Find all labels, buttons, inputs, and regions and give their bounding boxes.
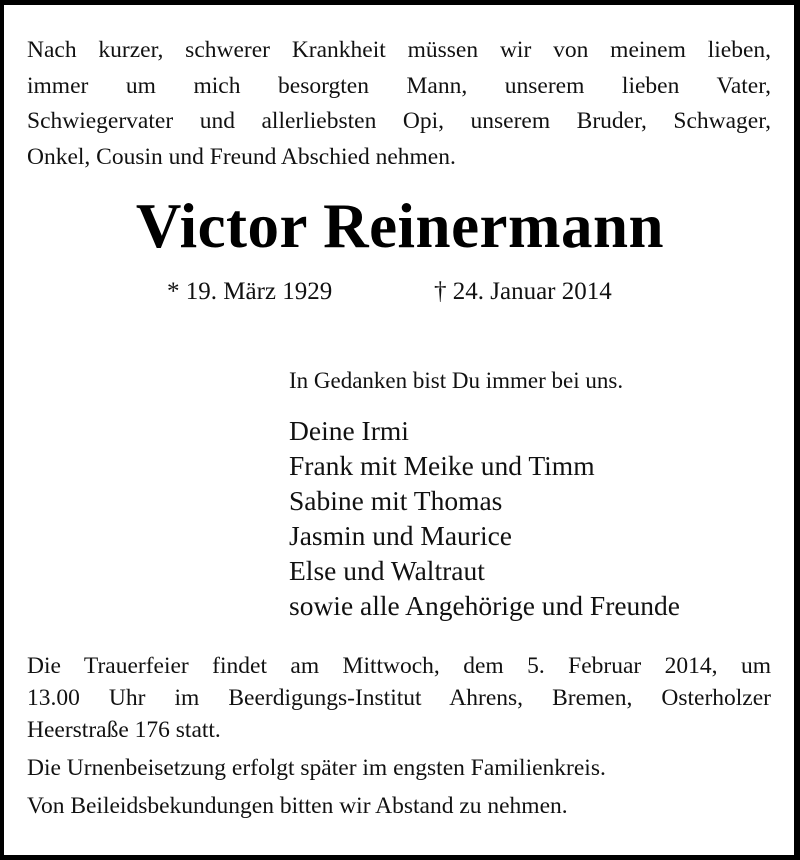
intro-line: immer um mich besorgten Mann, unserem lieben Vater,	[27, 72, 771, 99]
deceased-name: Victor Reinermann	[135, 191, 665, 261]
intro-paragraph	[27, 33, 771, 175]
death-date: † 24. Januar 2014	[434, 278, 612, 305]
mourner: sowie alle Angehörige und Freunde	[289, 590, 681, 621]
funeral-line: 13.00 Uhr im Beerdigungs-Institut Ahrens, Bremen, Osterholzer	[27, 685, 771, 711]
urn-burial-note: Die Urnenbeisetzung erfolgt später im engsten Familienkreis.	[27, 755, 606, 781]
intro-line: Nach kurzer, schwerer Krankheit müssen wir von meinem lieben,	[27, 37, 771, 63]
funeral-line: Die Trauerfeier findet am Mittwoch, dem 5. Februar 2014, um	[27, 653, 771, 679]
birth-date: * 19. März 1929	[167, 278, 333, 305]
intro-line: Schwiegervater und allerliebsten Opi, unserem Bruder, Schwager,	[27, 108, 771, 134]
funeral-information	[27, 650, 771, 828]
condolence-note: Von Beileidsbekundungen bitten wir Abstand zu nehmen.	[27, 793, 568, 819]
mourner: Frank mit Meike und Timm	[289, 450, 595, 481]
mourners-list	[289, 413, 680, 623]
mourner: Sabine mit Thomas	[289, 485, 503, 516]
mourner: Deine Irmi	[289, 415, 409, 446]
mourner: Else und Waltraut	[289, 555, 485, 586]
funeral-service-paragraph	[27, 650, 771, 746]
intro-line: Onkel, Cousin und Freund Abschied nehmen.	[27, 143, 456, 170]
mourner: Jasmin und Maurice	[289, 520, 513, 551]
funeral-line: Heerstraße 176 statt.	[27, 717, 221, 743]
memorial-phrase: In Gedanken bist Du immer bei uns.	[289, 368, 624, 393]
